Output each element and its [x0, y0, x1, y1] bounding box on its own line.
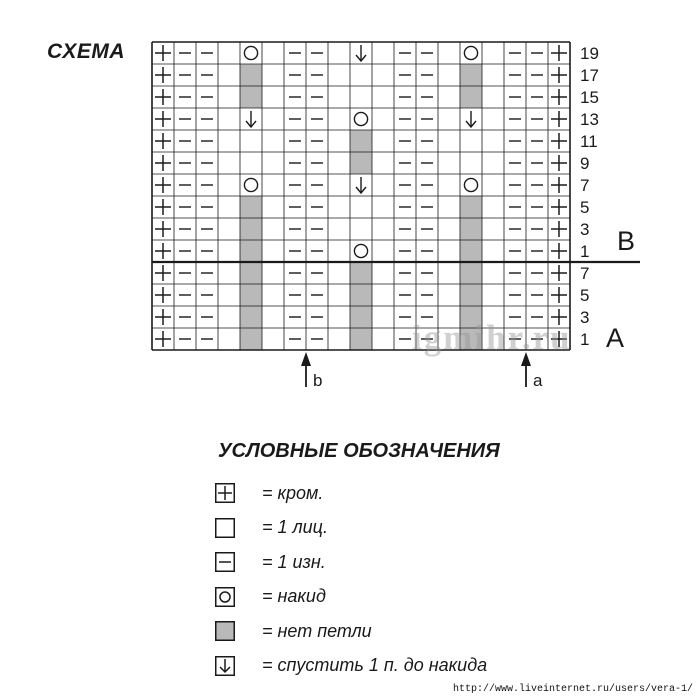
no-stitch-cell	[240, 64, 262, 86]
no-stitch-cell	[350, 152, 372, 174]
legend-text: = кром.	[262, 482, 324, 503]
row-number: 19	[580, 44, 599, 63]
legend-item	[215, 545, 635, 580]
no-stitch-cell	[460, 196, 482, 218]
yarn-over-symbol-icon	[215, 587, 235, 607]
legend-text: = 1 изн.	[262, 551, 326, 572]
marker-label: a	[533, 371, 543, 390]
no-stitch-cell	[240, 86, 262, 108]
section-label-b: B	[617, 226, 636, 256]
legend-item	[215, 614, 635, 649]
legend-text: = 1 лиц.	[262, 517, 328, 538]
row-number: 17	[580, 66, 599, 85]
legend-item	[215, 476, 635, 511]
row-number: 7	[580, 264, 590, 283]
legend-text: = спустить 1 п. до накида	[262, 655, 488, 676]
no-stitch-cell	[240, 196, 262, 218]
legend-item	[215, 580, 635, 615]
no-stitch-cell	[240, 284, 262, 306]
no-stitch-cell	[460, 64, 482, 86]
section-label-a: A	[606, 323, 625, 353]
no-stitch-cell	[350, 284, 372, 306]
row-number: 9	[580, 154, 590, 173]
marker-label: b	[313, 371, 323, 390]
row-number: 3	[580, 308, 590, 327]
knit-stitch-symbol-icon	[215, 518, 235, 538]
legend-text: = накид	[262, 586, 326, 607]
no-stitch-cell	[240, 306, 262, 328]
watermark: igmihr.ru	[412, 318, 572, 357]
purl-stitch-symbol-icon	[215, 552, 235, 572]
legend-title: УСЛОВНЫЕ ОБОЗНАЧЕНИЯ	[218, 440, 500, 462]
drop-stitch-symbol-icon	[215, 656, 235, 676]
no-stitch-cell	[350, 262, 372, 284]
no-stitch-cell	[460, 284, 482, 306]
row-number: 15	[580, 88, 599, 107]
yarn-over-cell	[464, 46, 477, 59]
legend-text: = нет петли	[262, 620, 372, 641]
no-stitch-cell	[460, 262, 482, 284]
legend-item	[215, 511, 635, 546]
row-number: 13	[580, 110, 599, 129]
legend-item	[215, 649, 635, 684]
no-stitch-cell	[240, 262, 262, 284]
no-stitch-cell	[350, 306, 372, 328]
row-number: 3	[580, 220, 590, 239]
no-stitch-cell	[350, 328, 372, 350]
no-stitch-cell	[240, 218, 262, 240]
yarn-over-cell	[354, 244, 367, 257]
no-stitch-cell	[460, 240, 482, 262]
row-number: 11	[580, 132, 598, 151]
row-number: 1	[580, 242, 590, 261]
selvage-symbol-icon	[215, 483, 235, 503]
yarn-over-cell	[354, 112, 367, 125]
row-number: 7	[580, 176, 590, 195]
row-number: 5	[580, 198, 590, 217]
yarn-over-cell	[244, 46, 257, 59]
no-stitch-symbol-icon	[215, 621, 235, 641]
no-stitch-cell	[350, 130, 372, 152]
row-number: 1	[580, 330, 590, 349]
source-url: http://www.liveinternet.ru/users/vera-1/	[453, 684, 694, 695]
legend	[215, 476, 635, 683]
no-stitch-cell	[460, 218, 482, 240]
yarn-over-cell	[244, 178, 257, 191]
no-stitch-cell	[240, 240, 262, 262]
row-number: 5	[580, 286, 590, 305]
no-stitch-cell	[240, 328, 262, 350]
marker-arrow-head	[301, 352, 311, 366]
chart-title: СХЕМА	[47, 40, 126, 63]
no-stitch-cell	[460, 86, 482, 108]
yarn-over-cell	[464, 178, 477, 191]
